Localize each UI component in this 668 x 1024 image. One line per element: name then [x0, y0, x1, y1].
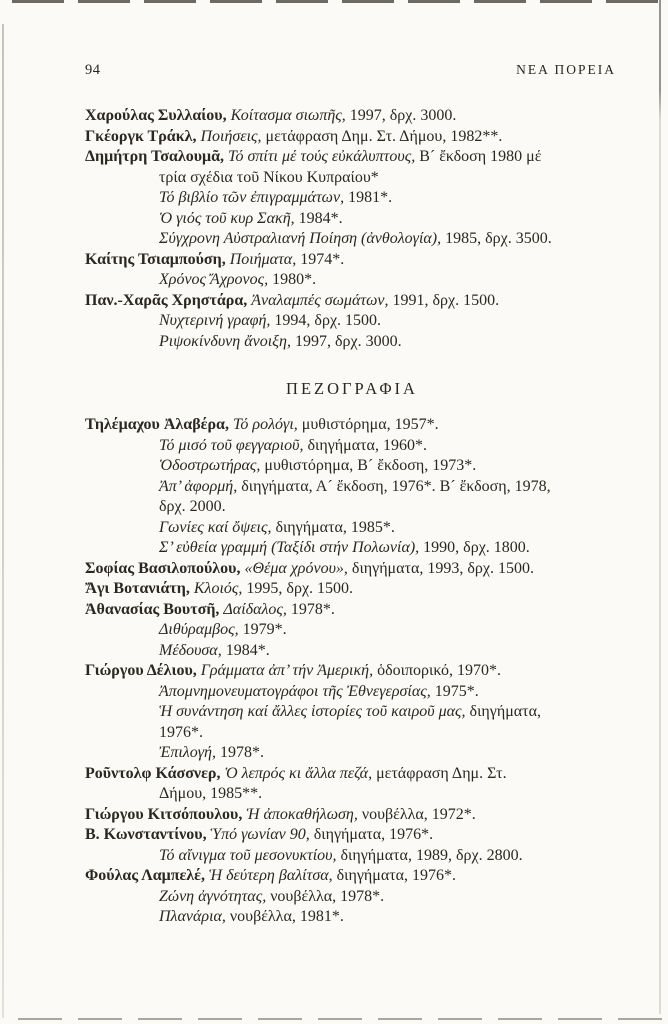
entry-text: μυθιστόρημα, Β´ ἔκδοση, 1973*. — [260, 457, 477, 474]
work-title: Ἡ δεύτερη βαλίτσα, — [209, 867, 333, 884]
entry-text: διηγήματα, — [465, 703, 541, 720]
work-title: Ὑπό γωνίαν 90, — [210, 826, 310, 843]
entry-line — [85, 270, 619, 291]
entry-text: , 1997, δρχ. 3000. — [341, 107, 457, 124]
entry-text: 1980*. — [268, 271, 317, 288]
entry-text: διηγήματα, Α´ ἔκδοση, 1976*. Β´ ἔκδοση, 1978, — [237, 477, 551, 495]
work-title: «Θέμα χρόνου» — [244, 559, 344, 577]
work-title: Χρόνος Ἄχρονος, — [159, 271, 269, 288]
author-name: Γιώργου Δέλιου, — [85, 662, 201, 679]
entry-text: μετάφραση Δημ. Στ. Δήμου, 1982**. — [261, 127, 503, 145]
entry-line — [85, 127, 619, 148]
entry-line — [85, 887, 619, 908]
entry-text: 1978*. — [215, 744, 264, 761]
page-number: 94 — [85, 62, 101, 78]
entry-text: 1975*. — [430, 682, 479, 700]
entry-line — [85, 456, 619, 477]
author-name: Δημήτρη Τσαλουμᾶ, — [85, 148, 229, 165]
work-title: Ριψοκίνδυνη ἄνοιξη, — [159, 332, 291, 350]
work-title: Τό ρολόγι, — [232, 416, 298, 433]
work-title: Μέδουσα, — [159, 641, 222, 659]
entry-line — [85, 805, 619, 826]
entry-text: 1990, δρχ. 1800. — [419, 539, 530, 556]
entry-text: Β´ ἔκδοση 1980 μέ — [415, 148, 542, 165]
entry-text: νουβέλλα, 1981*. — [225, 908, 344, 925]
author-name: Φούλας Λαμπελέ, — [85, 867, 209, 884]
entry-text: ὁδοιπορικό, 1970*. — [373, 662, 502, 679]
bibliography-section — [85, 106, 619, 352]
entry-line — [85, 866, 619, 887]
work-title: Ἡ συνάντηση καί ἄλλες ἱστορίες τοῦ καιροῦ μας, — [159, 703, 466, 720]
entry-text: διηγήματα, 1989, δρχ. 2800. — [336, 846, 523, 864]
entry-line — [85, 743, 619, 764]
entry-text: 1991, δρχ. 1500. — [388, 291, 500, 309]
author-name: Ροῦντολφ Κάσσνερ, — [85, 764, 225, 782]
author-name: Γκέοργκ Τράκλ, — [85, 127, 201, 145]
entry-line — [85, 825, 619, 846]
entry-text: διηγήματα, 1960*. — [303, 436, 427, 454]
entry-text: δρχ. 2000. — [159, 498, 226, 515]
entry-text: 1984*. — [294, 209, 343, 227]
work-title: Ἀναλαμπές σωμάτων, — [251, 291, 389, 309]
entry-text: τρία σχέδια τοῦ Νίκου Κυπραίου* — [159, 168, 379, 186]
entry-line — [85, 250, 619, 271]
entry-text: , διηγήματα, 1993, δρχ. 1500. — [343, 559, 534, 577]
entry-line — [85, 723, 619, 744]
entry-text: 1978*. — [286, 600, 335, 618]
entry-text: 1985, δρχ. 3500. — [441, 230, 552, 247]
scan-artifact-bottom-rule — [18, 1018, 664, 1020]
work-title: Ζώνη ἀγνότητας, — [159, 887, 267, 905]
entry-text: νουβέλλα, 1978*. — [266, 887, 385, 905]
work-title: Πλανάρια, — [159, 908, 226, 925]
entry-line — [85, 641, 619, 662]
author-name: Τηλέμαχου Ἀλαβέρα, — [85, 416, 233, 433]
entry-line — [85, 518, 619, 539]
author-name: Χαρούλας Συλλαίου, — [85, 107, 231, 124]
entry-line — [85, 311, 619, 332]
page-header — [85, 62, 616, 79]
entry-line — [85, 332, 619, 353]
entry-line — [85, 477, 619, 498]
entry-line — [85, 168, 619, 189]
author-name: Β. Κωνσταντίνου, — [85, 826, 211, 843]
entry-line — [85, 661, 619, 682]
work-title: Σύγχρονη Αὐστραλιανή Ποίηση (ἀνθολογία), — [159, 230, 442, 247]
author-name: Γιώργου Κιτσόπουλου, — [85, 805, 247, 823]
entry-line — [85, 600, 619, 621]
author-name: Ἄγι Βοτανιάτη, — [85, 580, 194, 597]
entry-line — [85, 291, 619, 312]
entry-line — [85, 559, 619, 580]
work-title: Ποιήσεις, — [200, 127, 262, 145]
entry-text: μετάφραση Δημ. Στ. — [372, 764, 507, 782]
entry-line — [85, 188, 619, 209]
author-name: Παν.-Χαρᾶς Χρηστάρα, — [85, 291, 252, 309]
entry-line — [85, 579, 619, 600]
work-title: Ἀπ’ ἀφορμή, — [159, 477, 238, 495]
entry-line — [85, 538, 619, 559]
work-title: Τό βιβλίο τῶν ἐπιγραμμάτων, — [159, 189, 345, 206]
entry-line — [85, 682, 619, 703]
entry-text: 1997, δρχ. 3000. — [290, 332, 402, 350]
entry-text: 1994, δρχ. 1500. — [270, 312, 382, 329]
entry-text: 1995, δρχ. 1500. — [242, 580, 354, 597]
work-title: Δαίδαλος, — [223, 600, 287, 618]
work-title: Ἐπιλογή, — [159, 744, 216, 761]
work-title: Ὁ λεπρός κι ἄλλα πεζά, — [224, 764, 373, 782]
entry-line — [85, 106, 619, 127]
section-heading: ΠΕΖΟΓΡΑΦΙΑ — [286, 379, 418, 398]
work-title: Σ’ εὐθεία γραμμή (Ταξίδι στήν Πολωνία), — [159, 539, 420, 556]
work-title: Νυχτερινή γραφή, — [159, 312, 271, 329]
page-body — [85, 106, 619, 928]
entry-line — [85, 436, 619, 457]
entry-line — [85, 229, 619, 250]
entry-text: 1981*. — [344, 189, 393, 206]
work-title: Τό σπίτι μέ τούς εὐκάλυπτους, — [228, 148, 416, 165]
author-name: Σοφίας Βασιλοπούλου, — [85, 559, 245, 577]
entry-text: μυθιστόρημα, 1957*. — [297, 416, 439, 433]
entry-text: διηγήματα, 1976*. — [332, 867, 457, 884]
journal-title: ΝΕΑ ΠΟΡΕΙΑ — [516, 62, 616, 77]
entry-line — [85, 209, 619, 230]
entry-line — [85, 907, 619, 928]
work-title: Ὁδοστρωτήρας, — [159, 457, 261, 474]
entry-text: 1979*. — [238, 621, 287, 638]
entry-line — [85, 764, 619, 785]
work-title: Τό μισό τοῦ φεγγαριοῦ, — [159, 436, 304, 454]
work-title: Κοίτασμα σιωπῆς — [230, 107, 342, 124]
entry-line — [85, 784, 619, 805]
author-name: Καίτης Τσιαμπούση, — [85, 250, 230, 268]
entry-text: Δήμου, 1985**. — [159, 785, 263, 802]
work-title: Ἀπομνημονευματογράφοι τῆς Ἐθνεγερσίας, — [159, 682, 431, 700]
entry-text: διηγήματα, 1976*. — [309, 826, 434, 843]
entry-line — [85, 497, 619, 518]
scan-artifact-left-edge — [2, 24, 4, 1018]
scan-artifact-right-edge — [659, 0, 661, 1014]
bibliography-section — [85, 378, 619, 928]
author-name: Ἀθανασίας Βουτσῆ, — [85, 600, 224, 618]
entry-text: διηγήματα, 1985*. — [271, 518, 395, 536]
work-title: Ἡ ἀποκαθήλωση, — [246, 805, 358, 823]
work-title: Γράμματα ἀπ’ τήν Ἀμερική, — [200, 662, 374, 679]
work-title: Τό αἴνιγμα τοῦ μεσονυκτίου, — [159, 846, 337, 864]
scan-artifact-top-rule — [12, 0, 668, 3]
entry-text: 1974*. — [296, 250, 345, 268]
entry-line — [85, 415, 619, 436]
work-title: Διθύραμβος, — [159, 621, 239, 638]
entry-line — [85, 147, 619, 168]
entry-line — [85, 702, 619, 723]
entry-line — [85, 846, 619, 867]
entry-text: 1984*. — [221, 641, 270, 659]
work-title: Γωνίες καί ὄψεις, — [159, 518, 272, 536]
entry-line — [85, 620, 619, 641]
work-title: Ὁ γιός τοῦ κυρ Σακῆ, — [159, 209, 295, 227]
work-title: Ποιήματα, — [229, 250, 297, 268]
work-title: Κλοιός, — [193, 580, 243, 597]
entry-text: 1976*. — [159, 723, 203, 741]
entry-text: νουβέλλα, 1972*. — [357, 805, 476, 823]
